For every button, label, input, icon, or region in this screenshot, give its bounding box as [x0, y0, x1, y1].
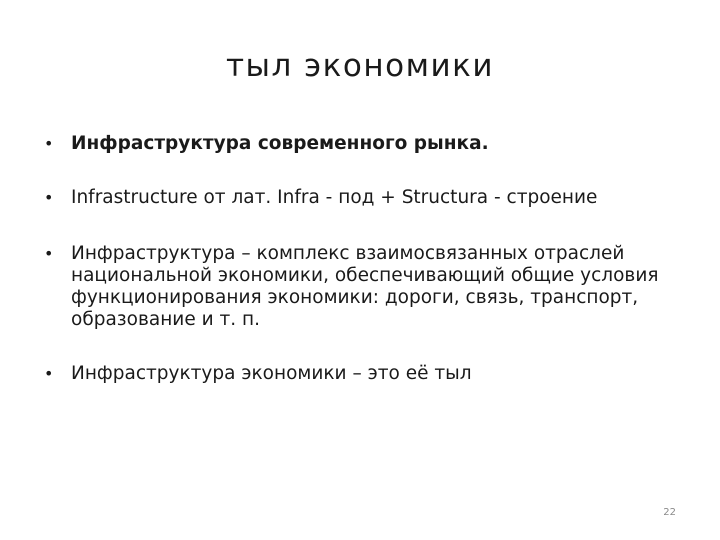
bullet-marker: •: [44, 188, 54, 207]
bullet-marker: •: [44, 134, 54, 153]
bullet-item: [44, 243, 684, 331]
slide-title: тыл экономики: [225, 48, 495, 84]
page-number: 22: [663, 507, 676, 518]
bullet-marker: •: [44, 364, 54, 383]
bullet-list: [44, 133, 684, 385]
bullet-marker: •: [44, 244, 54, 263]
bullet-text: Инфраструктура экономики – это её тыл: [71, 363, 472, 384]
bullet-item: [44, 187, 684, 209]
bullet-text: Infrastructure от лат. Infra - под + Structura - строение: [71, 187, 598, 208]
bullet-item: [44, 133, 684, 155]
bullet-text: Инфраструктура современного рынка.: [71, 133, 489, 154]
bullet-text: Инфраструктура – комплекс взаимосвязанных отраслей национальной экономики, обеспечивающий общие условия функционирования экономики: дороги, связь, транспорт, образование и т. п.: [71, 243, 659, 330]
bullet-item: [44, 363, 684, 385]
